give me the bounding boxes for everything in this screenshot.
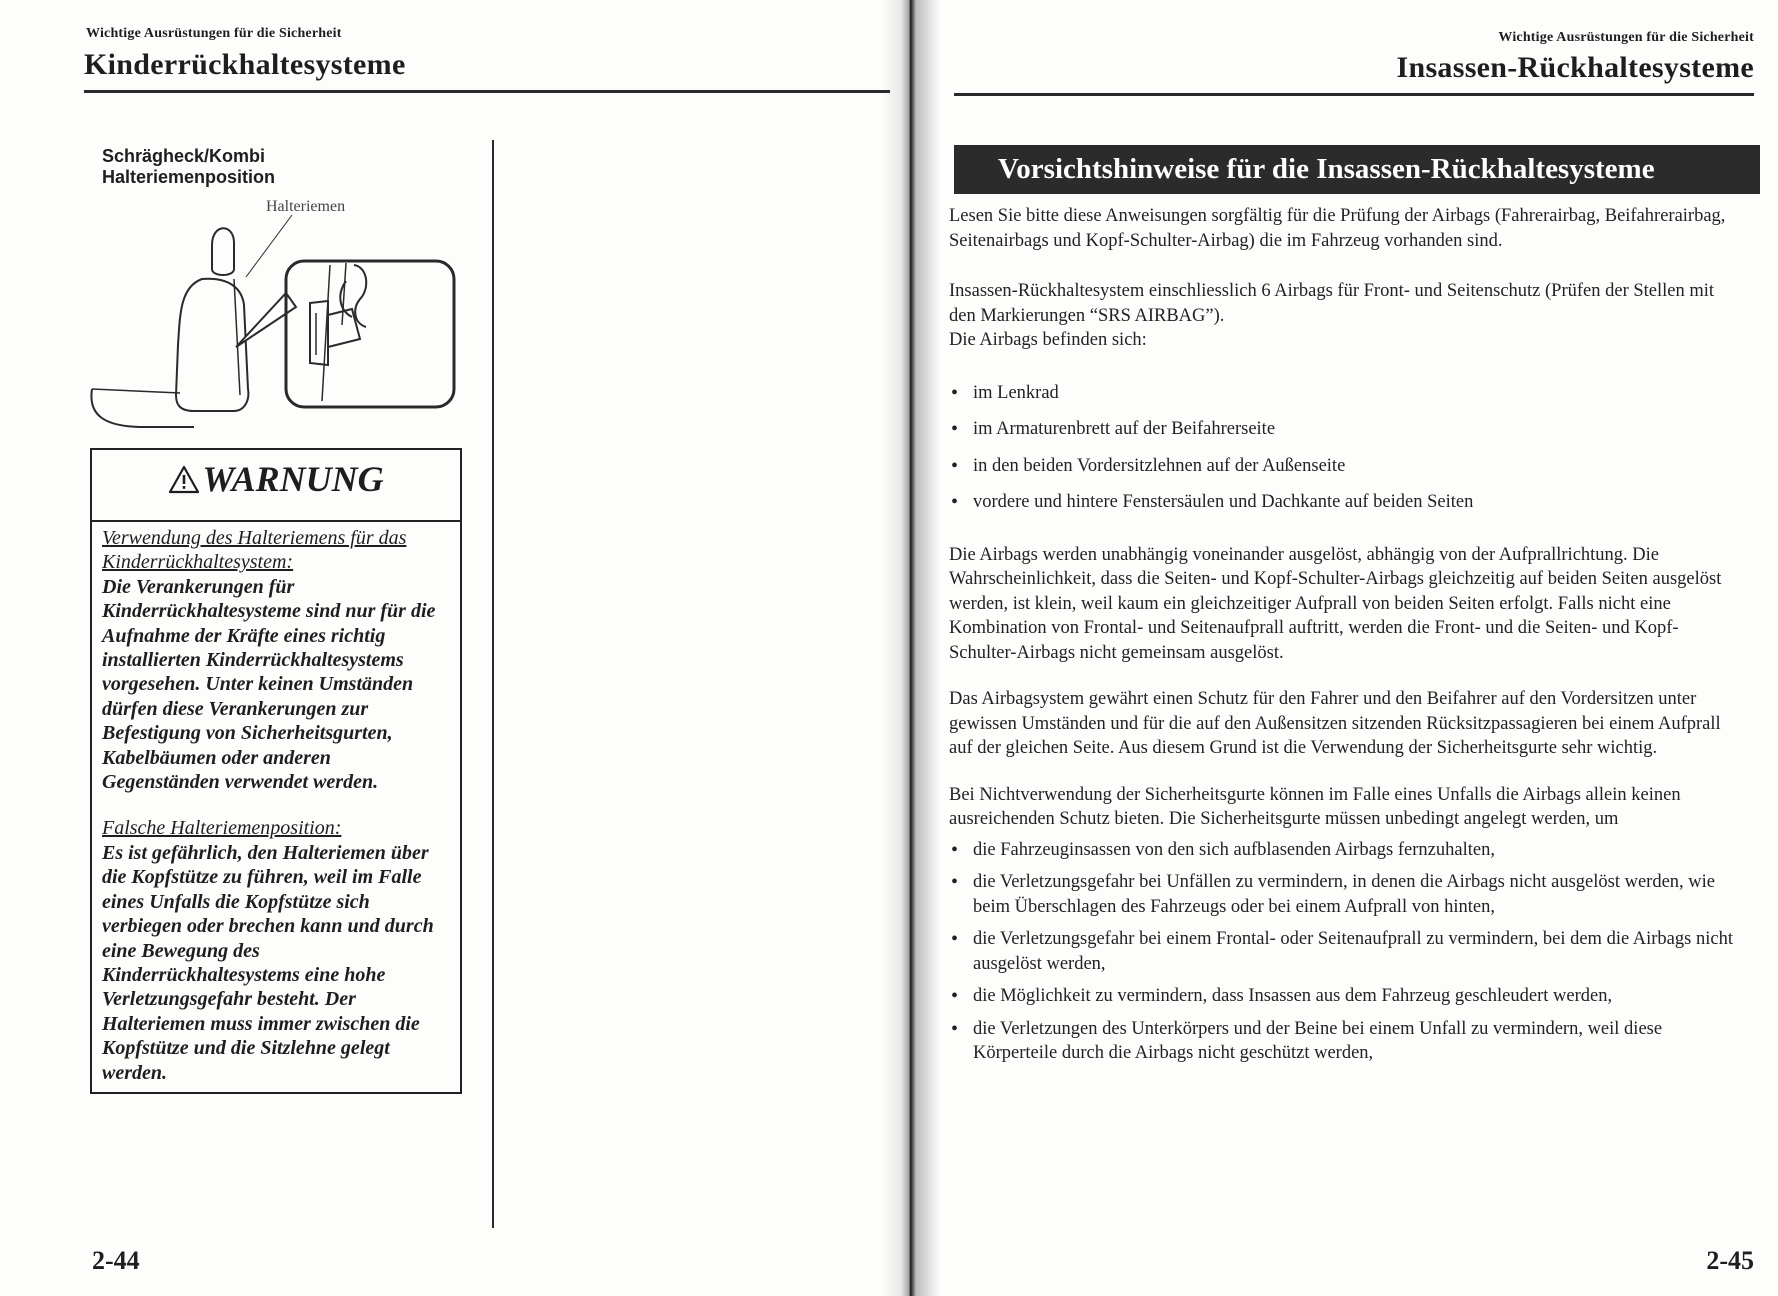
seat-cushion-shape [91,389,194,427]
warning-section1-heading: Verwendung des Halteriemens für das Kinderrückhaltesystem: [102,527,407,574]
subheading-line-2: Halteriemenposition [102,167,276,187]
page-number: 2-44 [92,1246,140,1275]
headrest-shape [212,228,234,275]
page-number: 2-45 [1706,1246,1754,1275]
seatbelt-paragraph: Bei Nichtverwendung der Sicherheitsgurte können im Falle eines Unfalls die Airbags allein keinen ausreichenden Schutz bieten. Die Sicherheitsgurte müssen unbedingt angelegt werden, um [949,784,1681,829]
list-item: • die Verletzungsgefahr bei einem Frontal- oder Seitenaufprall zu vermindern, bei dem die Airbags nicht ausgelöst werden, [949,927,1737,976]
title-rule [84,90,890,93]
list-item: • die Verletzungsgefahr bei Unfällen zu vermindern, in denen die Airbags nicht ausgelöst werden, wie beim Überschlagen des Fahrzeugs oder bei einem Aufprall von hinten, [949,870,1737,919]
detail-callout-box [286,261,454,407]
book-spine-shadow [880,0,940,1296]
warning-box [90,448,462,1094]
title-rule [954,93,1754,96]
figure-label: Halteriemen [266,198,346,215]
warning-triangle-icon [168,465,200,495]
seatbelt-reasons-list [949,838,1737,1066]
right-page [900,0,1778,1296]
list-item: • im Armaturenbrett auf der Beifahrerseite [949,417,1737,442]
warning-body [102,526,450,1085]
subheading-line-1: Schrägheck/Kombi [102,146,266,166]
intro-paragraph: Lesen Sie bitte diese Anweisungen sorgfältig für die Prüfung der Airbags (Fahrerairbag, Beifahrerairbag, Seitenairbags und Kopf-Schulter-Airbag) die im Fahrzeug vorhanden sind. [949,206,1726,251]
deployment-paragraph: Die Airbags werden unabhängig voneinander ausgelöst, abhängig von der Aufprallrichtung. Die Wahrscheinlichkeit, dass die Seiten- und Kopf-Schulter-Airbags gleichzeitig auf beiden Seiten ausgelöst werden, ist klein, weil kaum ein gleichzeitiger Aufprall von beiden Seiten erfolgt. Falls nicht eine Kombination von Frontal- und Seitenaufprall auftritt, werden die Front- und die Seiten- und Kopf-Schulter-Airbags nicht gemeinsam ausgelöst. [949,544,1722,663]
airbag-location-intro: Die Airbags befinden sich: [949,330,1147,350]
list-item: • im Lenkrad [949,381,1737,406]
page-title: Insassen-Rückhaltesysteme [1396,51,1754,84]
list-item: • in den beiden Vordersitzlehnen auf der Außenseite [949,454,1737,479]
warning-title: WARNUNG [202,459,384,499]
list-item: • vordere und hintere Fenstersäulen und Dachkante auf beiden Seiten [949,490,1737,515]
section-kicker: Wichtige Ausrüstungen für die Sicherheit [1498,30,1754,45]
list-item: • die Fahrzeuginsassen von den sich aufblasenden Airbags fernzuhalten, [949,838,1737,863]
protection-paragraph: Das Airbagsystem gewährt einen Schutz für den Fahrer und den Beifahrer auf den Vordersitzen unter gewissen Umständen und für die auf den Außensitzen sitzenden Rücksitzpassagieren bei einem Aufprall auf der gleichen Seite. Aus diesem Grund ist die Verwendung der Sicherheitsgurte sehr wichtig. [949,689,1721,758]
list-item: • die Möglichkeit zu vermindern, dass Insassen aus dem Fahrzeug geschleudert werden, [949,984,1737,1009]
warning-header [92,458,460,500]
airbag-location-list [949,381,1737,515]
subheading [102,146,275,188]
section-kicker: Wichtige Ausrüstungen für die Sicherheit [86,26,342,41]
tether-strap-illustration [84,205,464,435]
warning-section1-text: Die Verankerungen für Kinderrückhaltesysteme sind nur für die Aufnahme der Kräfte eines richtig installierten Kinderrückhaltesystems vorgesehen. Unter keinen Umständen dürfen diese Verankerungen zur Befestigung von Sicherheitsgurten, Kabelbäumen oder anderen Gegenständen verwendet werden. [102,575,436,794]
warning-section2-text: Es ist gefährlich, den Halteriemen über die Kopfstütze zu führen, weil im Falle eines Unfalls die Kopfstütze sich verbiegen oder brechen kann und durch eine Bewegung des Kinderrückhaltesystems eine hohe Verletzungsgefahr besteht. Der Halteriemen muss immer zwischen die Kopfstütze und die Sitzlehne gelegt werden. [102,841,434,1084]
body-column [949,204,1737,1066]
airbag-system-paragraph: Insassen-Rückhaltesystem einschliesslich 6 Airbags für Front- und Seitenschutz (Prüfen der Stellen mit den Markierungen “SRS AIRBAG”). [949,281,1715,326]
warning-separator [92,520,460,522]
page-title: Kinderrückhaltesysteme [84,48,406,81]
list-item: • die Verletzungen des Unterkörpers und der Beine bei einem Unfall zu vermindern, weil diese Körperteile durch die Airbags nicht geschützt werden, [949,1017,1737,1066]
label-leader-line [246,215,292,277]
section-banner: Vorsichtshinweise für die Insassen-Rückhaltesysteme [954,145,1760,194]
column-divider [492,140,494,1228]
warning-section2-heading: Falsche Halteriemenposition: [102,817,342,840]
